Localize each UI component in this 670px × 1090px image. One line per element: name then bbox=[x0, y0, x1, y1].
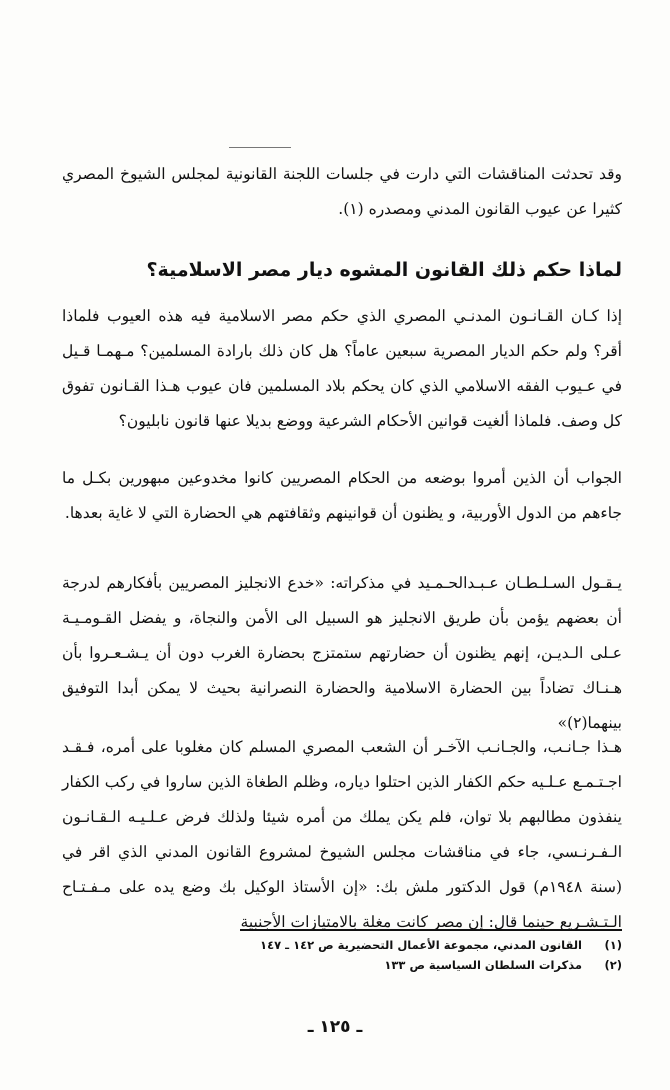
footnote-number: (١) bbox=[604, 938, 622, 952]
intro-paragraph: وقد تحدثت المناقشات التي دارت في جلسات اللجنة القانونية لمجلس الشيوخ المصري كثيرا عن عيوب القانون المدني ومصدره (١). bbox=[62, 165, 622, 218]
body-paragraph: هـذا جـانـب، والجـانـب الآخـر أن الشعب المصري المسلم كان مغلوبا على أمره، فـقـد اجـتـمـع عـلـيه حكم الكفار الذين احتلوا دياره، وظلم الطغاة الذين ساروا في ركب الكفار ينفذون مطالبهم بلا توان، فلم يكن يملك من أمره شيئا ولذلك فرض عـلـيـه الـقـانـون الـفـرنـسي، جاء في مناقشات مجلس الشيوخ لمشروع القانون المدني الذي اقر في (سنة ١٩٤٨م) قول الدكتور ملش بك: «إن الأستاذ الوكيل بك وضع يده على مـفـتـاح الـتـشـريع حينما قال: إن مصر كانت مغلة بالامتيازات الأجنبية bbox=[62, 738, 623, 931]
footnote-text: مذكرات السلطان السياسية ص ١٣٣ bbox=[384, 958, 582, 972]
footnote-number: (٢) bbox=[604, 958, 622, 972]
footnote bbox=[62, 955, 622, 975]
top-divider bbox=[229, 147, 291, 148]
body-paragraph: إذا كـان القـانـون المدنـي المصري الذي حكم مصر الاسلامية فيه هذه العيوب فلماذا أقر؟ ولم حكم الديار المصرية سبعين عاماً؟ هل كان ذلك بارادة المسلمين؟ مـهمـا قـيل في عـيوب الفقه الاسلامي الذي كان يحكم بلاد المسلمين فان عيوب هـذا القـانون تفوق كل وصف. فلماذا ألغيت قوانين الأحكام الشرعية ووضع بديلا عنها قانون نابليون؟ bbox=[62, 307, 622, 430]
body-paragraph: يـقـول السـلـطـان عـبـدالحـمـيد في مذكراته: «خدع الانجليز المصريين بأفكارهم لدرجة أن بعضهم يؤمن بأن طريق الانجليز هو السبيل الى الأمن والنجاة، و يفضل القـومـيـة عـلى الـديـن، إنهم يظنون أن حضارتهم ستمتزج بحضارة الغرب دون أن يـشـعـروا بأن هـنـاك تضاداً بين الحضارة الاسلامية والحضارة النصرانية بحيث لا يمكن أبدا التوفيق بينهما(٢)» bbox=[62, 574, 622, 732]
section-heading: لماذا حكم ذلك القانون المشوه ديار مصر الاسلامية؟ bbox=[146, 259, 622, 281]
footnotes bbox=[62, 935, 622, 975]
body-paragraph: الجواب أن الذين أمروا بوضعه من الحكام المصريين كانوا مخدوعين مبهورين بكـل ما جاءهم من الدول الأوربية، و يظنون أن قوانينهم وثقافتهم هي الحضارة التي لا غاية بعدها. bbox=[62, 469, 622, 522]
footnote bbox=[62, 935, 622, 955]
page-number: ـ ١٢٥ ـ bbox=[307, 1017, 363, 1037]
footnote-text: القانون المدني، مجموعة الأعمال التحضيرية ص ١٤٢ ـ ١٤٧ bbox=[260, 938, 582, 952]
footnote-divider bbox=[240, 929, 622, 931]
